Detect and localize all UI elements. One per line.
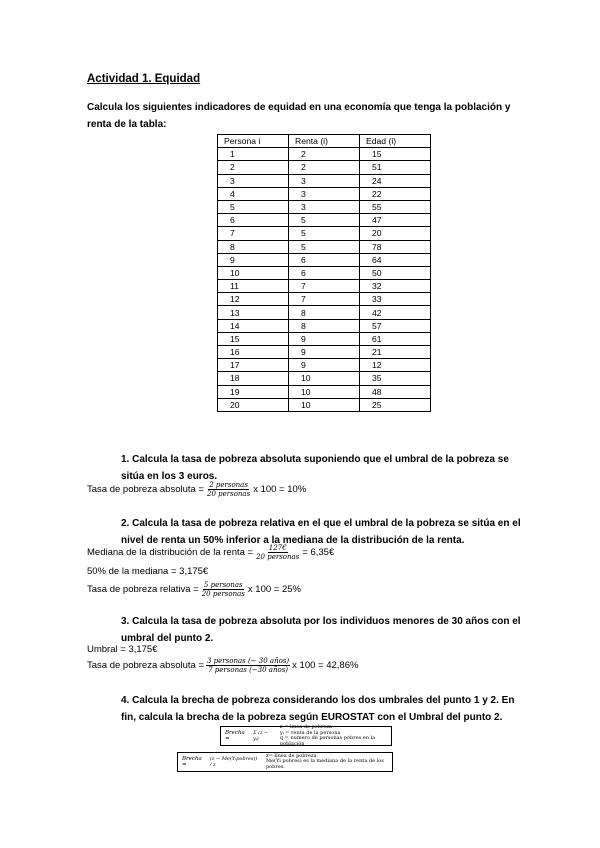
- table-cell: 20: [360, 227, 431, 240]
- q2-denominator: 20 personas: [201, 590, 245, 598]
- q1-label: Tasa de pobreza absoluta =: [87, 484, 204, 495]
- table-cell: 8: [218, 240, 289, 253]
- table-cell: 6: [289, 253, 360, 266]
- q2-label: Tasa de pobreza relativa =: [87, 584, 199, 595]
- table-row: [218, 385, 431, 398]
- q2-median-fraction: [255, 544, 300, 561]
- formula-1-notes: [280, 725, 391, 747]
- table-cell: 12: [218, 293, 289, 306]
- table-cell: 22: [360, 187, 431, 200]
- table-cell: 33: [360, 293, 431, 306]
- q2-median-numerator: 127€: [268, 544, 287, 552]
- table-row: [218, 319, 431, 332]
- intro-text: Calcula los siguientes indicadores de equidad en una economía que tenga la población y renta de la tabla:: [87, 102, 511, 130]
- formula-2-notes: [266, 754, 392, 771]
- q2-result: x 100 = 25%: [247, 584, 301, 595]
- table-cell: 9: [289, 346, 360, 359]
- table-row: [218, 174, 431, 187]
- table-cell: 14: [218, 319, 289, 332]
- q3-answer: [87, 657, 358, 674]
- q1-numerator: 2 personas: [209, 481, 248, 489]
- table-cell: 7: [289, 280, 360, 293]
- formula-1-label: Brecha =: [225, 730, 245, 742]
- table-row: [218, 346, 431, 359]
- column-header: Edad (i): [360, 135, 431, 148]
- brecha-formula-2: [177, 752, 393, 772]
- table-cell: 5: [289, 240, 360, 253]
- table-cell: 20: [218, 398, 289, 411]
- table-cell: 2: [289, 161, 360, 174]
- table-cell: 9: [289, 359, 360, 372]
- table-row: [218, 200, 431, 213]
- table-cell: 5: [218, 200, 289, 213]
- formula-2-note: Me(Yi pobres) es la mediana de la renta de los pobres.: [265, 758, 384, 770]
- table-cell: 24: [360, 174, 431, 187]
- table-cell: 8: [289, 319, 360, 332]
- table-row: [218, 266, 431, 279]
- table-cell: 5: [289, 227, 360, 240]
- table-header-row: [218, 135, 431, 148]
- question-2: 2. Calcula la tasa de pobreza relativa en el que el umbral de la pobreza se sitúa en el nivel de renta un 50% inferior a la mediana de la distribución de la renta.: [121, 518, 521, 546]
- table-row: [218, 332, 431, 345]
- table-cell: 78: [360, 240, 431, 253]
- formula-1-note: z = linea de pobreza: [279, 724, 332, 730]
- table-row: [218, 240, 431, 253]
- table-row: [218, 227, 431, 240]
- data-table: [217, 134, 431, 412]
- table-cell: 9: [218, 253, 289, 266]
- table-cell: 32: [360, 280, 431, 293]
- table-cell: 16: [218, 346, 289, 359]
- brecha-formula-1: [220, 726, 392, 746]
- table-cell: 21: [360, 346, 431, 359]
- formula-1-note: yᵢ = renta de la persona: [279, 729, 341, 736]
- table-cell: 8: [289, 306, 360, 319]
- table-cell: 18: [218, 372, 289, 385]
- table-cell: 9: [289, 332, 360, 345]
- table-cell: 10: [289, 385, 360, 398]
- table-cell: 10: [289, 398, 360, 411]
- table-cell: 42: [360, 306, 431, 319]
- table-cell: 11: [218, 280, 289, 293]
- q2-median-label: Mediana de la distribución de la renta =: [87, 547, 254, 558]
- table-cell: 2: [218, 161, 289, 174]
- formula-1-note: q = numero de personas pobres en la población: [279, 735, 376, 747]
- q3-denominator: 7 personas (−30 años): [208, 666, 289, 674]
- table-row: [218, 148, 431, 161]
- table-cell: 2: [289, 148, 360, 161]
- table-cell: 25: [360, 398, 431, 411]
- q3-label: Tasa de pobreza absoluta =: [87, 660, 204, 671]
- table-cell: 17: [218, 359, 289, 372]
- table-cell: 6: [218, 214, 289, 227]
- table-cell: 57: [360, 319, 431, 332]
- table-cell: 5: [289, 214, 360, 227]
- activity-title: Actividad 1. Equidad: [87, 73, 201, 85]
- table-row: [218, 372, 431, 385]
- table-cell: 12: [360, 359, 431, 372]
- table-row: [218, 161, 431, 174]
- q3-fraction: [206, 657, 290, 674]
- table-cell: 50: [360, 266, 431, 279]
- table-cell: 15: [360, 148, 431, 161]
- q3-umbral: Umbral = 3,175€: [87, 644, 158, 655]
- q2-numerator: 5 personas: [203, 581, 243, 589]
- table-cell: 1: [218, 148, 289, 161]
- q2-fraction: [201, 581, 246, 598]
- question-1: 1. Calcula la tasa de pobreza absoluta suponiendo que el umbral de la pobreza se sitúa en los 3 euros.: [121, 454, 509, 482]
- table-row: [218, 306, 431, 319]
- table-row: [218, 187, 431, 200]
- table-cell: 7: [218, 227, 289, 240]
- table-row: [218, 293, 431, 306]
- formula-1-expression: Σ (z − yᵢ): [252, 730, 269, 742]
- table-cell: 64: [360, 253, 431, 266]
- table-cell: 48: [360, 385, 431, 398]
- table-cell: 3: [289, 174, 360, 187]
- question-3: 3. Calcula la tasa de pobreza absoluta por los individuos menores de 30 años con el umbral del punto 2.: [121, 616, 521, 644]
- q3-result: x 100 = 42,86%: [292, 660, 359, 671]
- table-cell: 6: [289, 266, 360, 279]
- q1-fraction: [206, 481, 251, 498]
- q2-answer: [87, 581, 301, 598]
- table-cell: 47: [360, 214, 431, 227]
- table-cell: 55: [360, 200, 431, 213]
- table-cell: 10: [218, 266, 289, 279]
- formula-2-note: z= línea de pobreza: [265, 752, 317, 759]
- table-cell: 3: [218, 174, 289, 187]
- column-header: Persona i: [218, 135, 289, 148]
- table-cell: 35: [360, 372, 431, 385]
- table-cell: 10: [289, 372, 360, 385]
- formula-2-expression: (z − Me(Yᵢpobres)) / z: [209, 756, 258, 768]
- table-row: [218, 253, 431, 266]
- table-cell: 61: [360, 332, 431, 345]
- q1-denominator: 20 personas: [207, 490, 251, 498]
- table-cell: 3: [289, 187, 360, 200]
- q2-median-denominator: 20 personas: [256, 553, 300, 561]
- table-cell: 3: [289, 200, 360, 213]
- q1-answer: [87, 481, 306, 498]
- table-cell: 15: [218, 332, 289, 345]
- table-cell: 51: [360, 161, 431, 174]
- q2-median: [87, 544, 334, 561]
- table-cell: 4: [218, 187, 289, 200]
- q2-median-result: = 6,35€: [302, 547, 335, 558]
- table-row: [218, 214, 431, 227]
- table-cell: 13: [218, 306, 289, 319]
- q2-half-median: 50% de la mediana = 3,175€: [87, 566, 209, 577]
- q1-result: x 100 = 10%: [253, 484, 307, 495]
- q3-numerator: 3 personas (− 30 años): [207, 657, 290, 665]
- formula-2-label: Brecha =: [182, 756, 202, 768]
- table-cell: 19: [218, 385, 289, 398]
- question-4: 4. Calcula la brecha de pobreza considerando los dos umbrales del punto 1 y 2. En fin, calcula la brecha de la pobreza según EUROSTAT con el Umbral del punto 2.: [121, 695, 515, 723]
- table-row: [218, 280, 431, 293]
- table-row: [218, 359, 431, 372]
- column-header: Renta (i): [289, 135, 360, 148]
- table-row: [218, 398, 431, 411]
- table-cell: 7: [289, 293, 360, 306]
